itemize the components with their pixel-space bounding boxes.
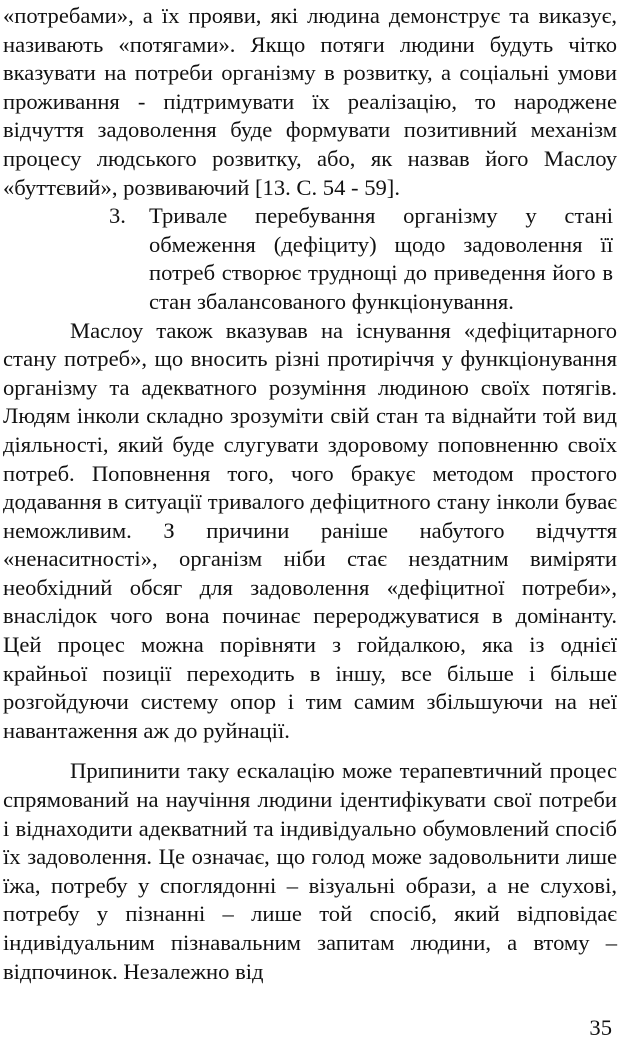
list-item-number: 3.: [109, 203, 126, 229]
paragraph-gap: [3, 745, 617, 757]
paragraph-1: «потребами», а їх прояви, які людина демонструє та виказує, називають «потягами». Якщо потяги людини будуть чітко вказувати на потреби організму в розвитку, а соціальні умови проживання - підтримувати їх реалізацію, то народжене відчуття задоволення буде формувати позитивний механізм процесу людського розвитку, або, як назвав його Маслоу «буттєвий», розвиваючий [13. С. 54 - 59].: [3, 3, 617, 200]
list-item-text: Тривале перебування організму у стані обмеження (дефіциту) щодо задоволення її потреб створює труднощі до приведення його в стан збалансованого функціонування.: [149, 203, 613, 314]
page-number: 35: [589, 1015, 612, 1040]
list-item-3: [109, 202, 617, 316]
paragraph-2: Маслоу також вказував на існування «дефіцитарного стану потреб», що вносить різні протиріччя у функціонування організму та адекватного розуміння людиною своїх потягів. Людям інколи складно зрозуміти свій стан та віднайти той вид діяльності, який буде слугувати здоровому поповненню своїх потреб. Поповнення того, чого бракує методом простого додавання в ситуації тривалого дефіцитного стану інколи буває неможливим. З причини раніше набутого відчуття «ненаситності», організм ніби стає нездатним виміряти необхідний обсяг для задоволення «дефіцитної потреби», внаслідок чого вона починає перероджуватися в домінанту. Цей процес можна порівняти з гойдалкою, яка із однієї крайньої позиції переходить в іншу, все більше і більше розгойдуючи систему опор і тим самим збільшуючи на неї навантаження аж до руйнації.: [3, 317, 617, 743]
numbered-list: [3, 202, 617, 316]
paragraph-3: Припинити таку ескалацію може терапевтичний процес спрямований на научіння людини ідентифікувати свої потреби і віднаходити адекватний та індивідуально обумовлений спосіб їх задоволення. Це означає, що голод може задовольнити лише їжа, потребу у споглядонні – візуальні образи, а не слухові, потребу у пізнанні – лише той спосіб, який відповідає індивідуальним пізнавальним запитам людини, а втому – відпочинок. Незалежно від: [3, 758, 617, 984]
